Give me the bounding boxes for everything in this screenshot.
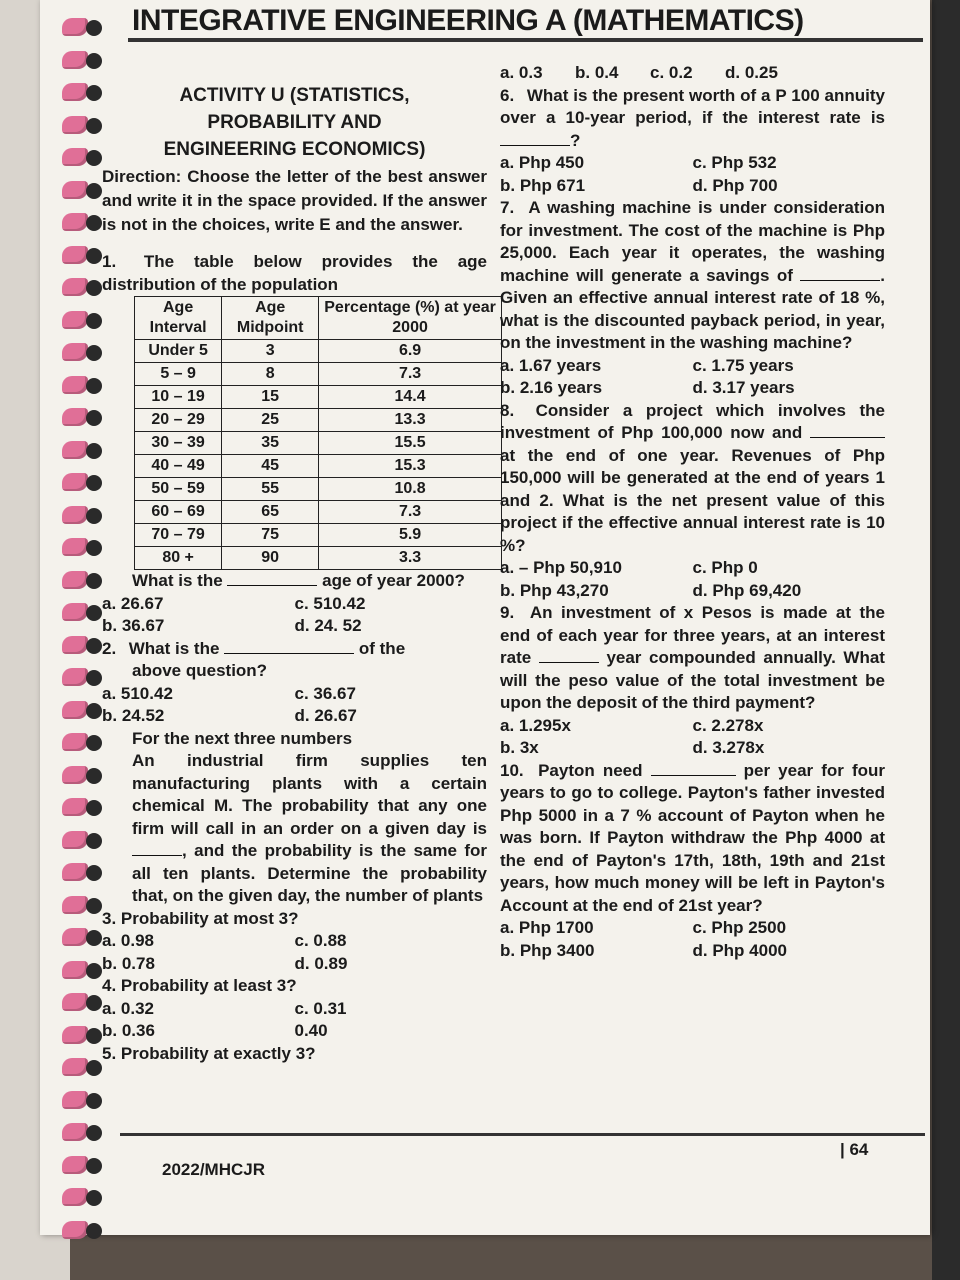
binding-hole: [86, 1190, 102, 1206]
table-cell: 7.3: [319, 363, 502, 386]
binding-ring: [62, 1026, 88, 1044]
binding-ring: [62, 993, 88, 1011]
question-5: 5. Probability at exactly 3?: [102, 1043, 316, 1063]
binding-hole: [86, 638, 102, 654]
table-cell: 14.4: [319, 386, 502, 409]
binding-hole: [86, 345, 102, 361]
binding-hole: [86, 118, 102, 134]
binding-ring: [62, 766, 88, 784]
binding-ring: [62, 1058, 88, 1076]
activity-title: ACTIVITY U (STATISTICS, PROBABILITY AND ENGINEERING ECONOMICS): [163, 85, 426, 160]
page-number: | 64: [840, 1140, 869, 1159]
table-header: Age Midpoint: [222, 297, 319, 340]
answer-blank[interactable]: [810, 423, 885, 438]
table-cell: 30 – 39: [135, 432, 222, 455]
table-cell: 70 – 79: [135, 524, 222, 547]
direction-text: Direction: Choose the letter of the best answer and write it in the space provided. If the answer is not in the choices, write E and the answer.: [102, 167, 487, 234]
binding-ring: [62, 863, 88, 881]
table-row: [135, 409, 502, 432]
binding-ring: [62, 116, 88, 134]
binding-hole: [86, 1060, 102, 1076]
question-9: 9. An investment of x Pesos is made at the end of each year for three years, at an interest rate year compounded annually. What will the peso value of the total investment be upon the deposit of the third payment?: [500, 603, 886, 712]
table-cell: Under 5: [135, 340, 222, 363]
binding-hole: [86, 20, 102, 36]
binding-ring: [62, 1091, 88, 1109]
binding-hole: [86, 150, 102, 166]
binder-cover-edge: [932, 0, 960, 1280]
binding-ring: [62, 278, 88, 296]
binding-ring: [62, 961, 88, 979]
table-cell: 55: [222, 478, 319, 501]
table-cell: 6.9: [319, 340, 502, 363]
binding-hole: [86, 248, 102, 264]
binding-hole: [86, 995, 102, 1011]
binding-ring: [62, 603, 88, 621]
binding-hole: [86, 670, 102, 686]
table-cell: 3: [222, 340, 319, 363]
binding-hole: [86, 768, 102, 784]
binding-ring: [62, 896, 88, 914]
binding-ring: [62, 1221, 88, 1239]
binding-ring: [62, 376, 88, 394]
binding-ring: [62, 408, 88, 426]
binding-ring: [62, 831, 88, 849]
binding-hole: [86, 703, 102, 719]
table-cell: 65: [222, 501, 319, 524]
binding-hole: [86, 280, 102, 296]
binding-ring: [62, 506, 88, 524]
binding-hole: [86, 573, 102, 589]
question-2-options: a. 510.42 c. 36.67: [102, 683, 356, 703]
question-6: 6. What is the present worth of a P 100 annuity over a 10-year period, if the interest rate is ?: [500, 85, 885, 150]
table-row: [135, 455, 502, 478]
binding-hole: [86, 215, 102, 231]
binding-hole: [86, 605, 102, 621]
table-cell: 60 – 69: [135, 501, 222, 524]
binding-hole: [86, 540, 102, 556]
left-column: ACTIVITY U (STATISTICS, PROBABILITY AND ENGINEERING ECONOMICS) Direction: Choose the letter of the best answer and write it in the space provided. If the answer is not in the choices, write E and the answer. 1. The table below provides the age distribution of the population Age Interval Age Midpoint Percentage (%) at year 2000 Under 5 3 6.9 5 – 9 8 7.3 10 – 19 15 14.4 20 – 29 25 13.3 30 – 39 35 15.5 40 – 49 45 15.3 50 – 59 55 10.8 60 – 69 65 7.3 70 – 79 75 5.9 80 + 90 3.3 What is the age of year 2000? a. 26.67 c. 510.42 b. 36.67 d. 24. 52 2. What is the of the above question? a. 510.42 c. 36.67 b. 24.52 d. 26.67 For the next three numbers An industrial firm supplies ten manufacturing plants with a certain chemical M. The probability that any one firm will call in an order on a given day is , and the probability is the same for all ten plants. Determine the probability that, on the given day, the number of plants 3. Probability at most 3? a. 0.98 c. 0.88 b. 0.78 d. 0.89 4. Probability at least 3? a. 0.32 c. 0.31 b. 0.36 0.40 5. Probability at exactly 3?: [102, 82, 487, 1065]
footer-code: 2022/MHCJR: [162, 1160, 265, 1179]
table-row: [135, 524, 502, 547]
table-cell: 50 – 59: [135, 478, 222, 501]
question-3: 3. Probability at most 3?: [102, 908, 299, 928]
binding-hole: [86, 1125, 102, 1141]
binding-hole: [86, 1223, 102, 1239]
binding-ring: [62, 636, 88, 654]
answer-blank[interactable]: [224, 639, 354, 654]
binding-hole: [86, 800, 102, 816]
binding-ring: [62, 148, 88, 166]
binding-ring: [62, 571, 88, 589]
question-10: 10. Payton need per year for four years to go to college. Payton's father invested Php 5000 in a 7 % account of Payton when he was born. If Payton withdraw the Php 4000 at the end of Payton's 17th, 18th, 19th and 21st years, how much money will be left in Payton's Account at the end of 21st year?: [500, 760, 885, 915]
table-cell: 7.3: [319, 501, 502, 524]
table-row: [135, 501, 502, 524]
binding-ring: [62, 311, 88, 329]
table-cell: 90: [222, 547, 319, 570]
answer-blank[interactable]: [800, 266, 880, 281]
table-cell: 15.5: [319, 432, 502, 455]
binding-hole: [86, 898, 102, 914]
right-column: a. 0.3 b. 0.4 c. 0.2 d. 0.25 6. What is the present worth of a P 100 annuity over a 10-year period, if the interest rate is ? a. Php 450 c. Php 532 b. Php 671 d. Php 700 7. A washing machine is under consideration for investment. The cost of the machine is Php 25,000. Each year it operates, the washing machine will generate a savings of . Given an effective annual interest rate of 18 %, what is the discounted payback period, in year, on the investment in the washing machine? a. 1.67 years c. 1.75 years b. 2.16 years d. 3.17 years 8. Consider a project which involves the investment of Php 100,000 now and at the end of one year. Revenues of Php 150,000 will be generated at the end of years 1 and 2. What is the net present value of this project if the effective annual interest rate is 10 %? a. – Php 50,910 c. Php 0 b. Php 43,270 d. Php 69,420 9. An investment of x Pesos is made at the end of each year for three years, at an interest rate year compounded annually. What will the peso value of the total investment be upon the deposit of the third payment? a. 1.295x c. 2.278x b. 3x d. 3.278x 10. Payton need per year for four years to go to college. Payton's father invested Php 5000 in a 7 % account of Payton when he was born. If Payton withdraw the Php 4000 at the end of Payton's 17th, 18th, 19th and 21st years, how much money will be left in Payton's Account at the end of 21st year? a. Php 1700 c. Php 2500 b. Php 3400 d. Php 4000: [500, 63, 886, 960]
binding-ring: [62, 701, 88, 719]
binding-hole: [86, 735, 102, 751]
binding-ring: [62, 213, 88, 231]
answer-blank[interactable]: [227, 571, 317, 586]
binding-hole: [86, 833, 102, 849]
binding-ring: [62, 441, 88, 459]
age-distribution-table: [134, 296, 502, 570]
binding-ring: [62, 343, 88, 361]
binding-ring: [62, 246, 88, 264]
question-5-options: a. 0.3 b. 0.4 c. 0.2 d. 0.25: [500, 63, 778, 82]
binding-ring: [62, 18, 88, 36]
table-cell: 45: [222, 455, 319, 478]
table-cell: 3.3: [319, 547, 502, 570]
table-row: [135, 478, 502, 501]
binding-hole: [86, 378, 102, 394]
table-cell: 15.3: [319, 455, 502, 478]
binding-hole: [86, 508, 102, 524]
question-4: 4. Probability at least 3?: [102, 976, 297, 995]
binding-ring: [62, 798, 88, 816]
question-1-options: a. 26.67 c. 510.42: [102, 593, 366, 613]
binding-ring: [62, 1188, 88, 1206]
binding-hole: [86, 963, 102, 979]
answer-blank[interactable]: [500, 131, 570, 146]
binding-hole: [86, 1093, 102, 1109]
binding-ring: [62, 668, 88, 686]
table-cell: 25: [222, 409, 319, 432]
table-cell: 35: [222, 432, 319, 455]
binding-ring: [62, 1123, 88, 1141]
binding-hole: [86, 183, 102, 199]
binding-hole: [86, 53, 102, 69]
questions-3-5-intro: For the next three numbers: [132, 728, 353, 748]
answer-blank[interactable]: [539, 648, 599, 663]
table-cell: 13.3: [319, 409, 502, 432]
page-header-title: INTEGRATIVE ENGINEERING A (MATHEMATICS): [132, 4, 804, 37]
binding-ring: [62, 733, 88, 751]
answer-blank[interactable]: [651, 761, 736, 776]
table-cell: 10.8: [319, 478, 502, 501]
table-cell: 5.9: [319, 524, 502, 547]
footer-divider: [120, 1133, 925, 1136]
table-cell: 8: [222, 363, 319, 386]
answer-blank[interactable]: [132, 841, 182, 856]
question-8: 8. Consider a project which involves the investment of Php 100,000 now and at the end of one year. Revenues of Php 150,000 will be generated at the end of years 1 and 2. What is the net present value of this project if the effective annual interest rate is 10 %?: [500, 400, 885, 555]
table-row: [135, 340, 502, 363]
binding-ring: [62, 538, 88, 556]
table-cell: 40 – 49: [135, 455, 222, 478]
binding-hole: [86, 313, 102, 329]
table-cell: 20 – 29: [135, 409, 222, 432]
binding-ring: [62, 928, 88, 946]
question-2: 2. What is the of the above question?: [102, 638, 406, 680]
binding-hole: [86, 475, 102, 491]
question-1: 1. The table below provides the age distribution of the population: [102, 252, 487, 294]
binding-hole: [86, 930, 102, 946]
binding-hole: [86, 443, 102, 459]
binding-hole: [86, 1158, 102, 1174]
header-divider: [128, 38, 923, 42]
table-cell: 15: [222, 386, 319, 409]
table-cell: 80 +: [135, 547, 222, 570]
binding-hole: [86, 1028, 102, 1044]
binding-ring: [62, 1156, 88, 1174]
table-header: Percentage (%) at year 2000: [319, 297, 502, 340]
binding-hole: [86, 410, 102, 426]
table-row: [135, 547, 502, 570]
table-row: [135, 386, 502, 409]
binding-hole: [86, 85, 102, 101]
binding-hole: [86, 865, 102, 881]
table-row: [135, 363, 502, 386]
table-cell: 5 – 9: [135, 363, 222, 386]
question-7: 7. A washing machine is under consideration for investment. The cost of the machine is Php 25,000. Each year it operates, the washing machine will generate a savings of . Given an effective annual interest rate of 18 %, what is the discounted payback period, in year, on the investment in the washing machine?: [500, 198, 886, 352]
table-header: Age Interval: [135, 297, 222, 340]
binding-ring: [62, 473, 88, 491]
binding-ring: [62, 51, 88, 69]
worksheet-page: [40, 0, 930, 1235]
table-cell: 10 – 19: [135, 386, 222, 409]
questions-3-5-passage: An industrial firm supplies ten manufacturing plants with a certain chemical M. The probability that any one firm will call in an order on a given day is , and the probability is the same for all ten plants. Determine the probability that, on the given day, the number of plants: [132, 751, 487, 905]
binding-ring: [62, 83, 88, 101]
table-row: [135, 432, 502, 455]
table-cell: 75: [222, 524, 319, 547]
question-1-prompt: What is the age of year 2000?: [132, 571, 465, 590]
binding-ring: [62, 181, 88, 199]
